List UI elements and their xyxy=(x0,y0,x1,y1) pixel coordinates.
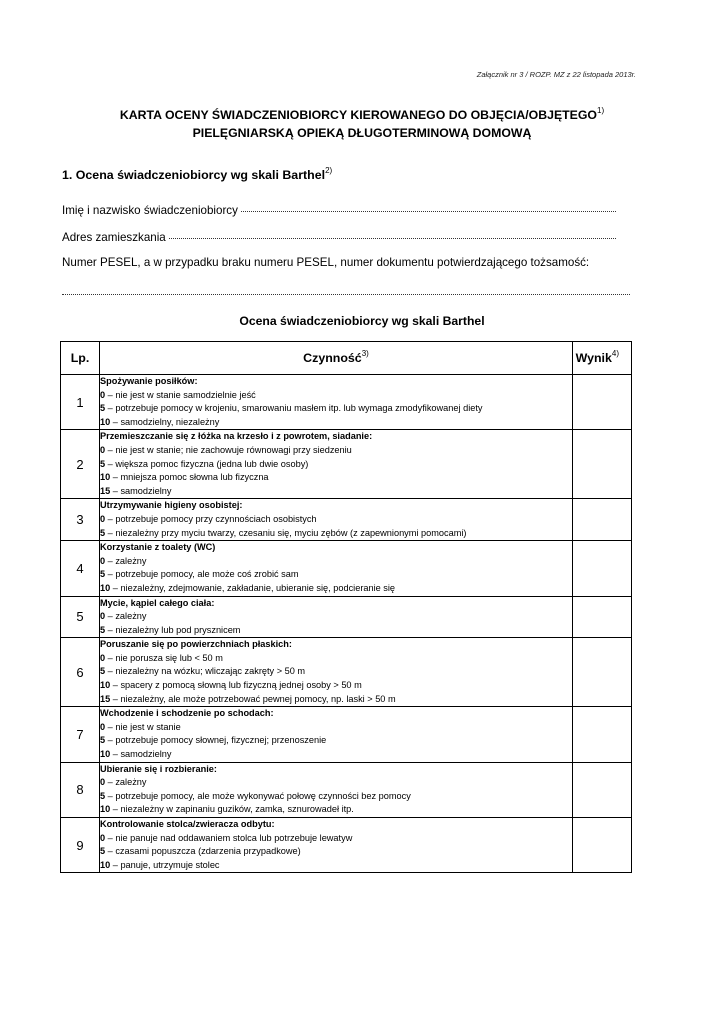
title-line-1-text: KARTA OCENY ŚWIADCZENIOBIORCY KIEROWANEGO DO OBJĘCIA/OBJĘTEGO xyxy=(119,108,597,122)
activity-cell xyxy=(100,375,573,430)
row-number: 8 xyxy=(61,762,100,817)
score-option xyxy=(100,679,572,693)
score-option xyxy=(100,444,572,458)
score-option xyxy=(100,402,572,416)
score-description: – niezależny w zapinaniu guzików, zamka, sznurowadeł itp. xyxy=(110,804,354,815)
score-description: – potrzebuje pomocy przy czynnościach osobistych xyxy=(105,513,317,524)
table-row xyxy=(61,596,632,638)
table-header-row xyxy=(61,342,632,375)
result-cell[interactable] xyxy=(573,541,632,596)
address-field-label: Adres zamieszkania xyxy=(62,231,166,244)
activity-category: Przemieszczanie się z łóżka na krzesło i z powrotem, siadanie: xyxy=(100,431,373,442)
name-field-label: Imię i nazwisko świadczeniobiorcy xyxy=(62,204,238,217)
row-number: 1 xyxy=(61,375,100,430)
score-description: – zależny xyxy=(105,555,147,566)
score-description: – potrzebuje pomocy, ale może coś zrobić sam xyxy=(105,569,299,580)
score-option xyxy=(100,665,572,679)
score-option xyxy=(100,859,572,873)
section-heading-footnote-mark: 2) xyxy=(325,166,333,175)
score-option xyxy=(100,527,572,541)
score-value: 15 xyxy=(100,693,111,704)
score-description: – większa pomoc fizyczna (jedna lub dwie osoby) xyxy=(105,458,309,469)
score-option xyxy=(100,776,572,790)
annex-reference: Załącznik nr 3 / ROZP. MZ z 22 listopada 2013r. xyxy=(476,70,636,79)
score-value: 15 xyxy=(100,485,111,496)
score-option xyxy=(100,582,572,596)
score-value: 5 xyxy=(100,403,106,414)
table-row xyxy=(61,638,632,707)
row-number: 7 xyxy=(61,707,100,762)
title-footnote-mark: 1) xyxy=(597,106,605,115)
address-field-line[interactable] xyxy=(169,238,616,239)
score-value: 0 xyxy=(100,389,106,400)
result-cell[interactable] xyxy=(573,818,632,873)
score-option xyxy=(100,568,572,582)
row-number: 4 xyxy=(61,541,100,596)
score-option xyxy=(100,389,572,403)
title-line-2: PIELĘGNIARSKĄ OPIEKĄ DŁUGOTERMINOWĄ DOMOWĄ xyxy=(192,126,532,140)
document-title xyxy=(60,106,664,142)
row-number: 2 xyxy=(61,430,100,499)
header-lp: Lp. xyxy=(61,342,100,375)
activity-cell xyxy=(100,596,573,638)
score-value: 5 xyxy=(100,458,106,469)
score-description: – samodzielny xyxy=(110,485,172,496)
score-value: 5 xyxy=(100,624,106,635)
result-cell[interactable] xyxy=(573,430,632,499)
score-option xyxy=(100,748,572,762)
score-option xyxy=(100,513,572,527)
score-value: 10 xyxy=(100,416,111,427)
table-row xyxy=(61,762,632,817)
activity-cell xyxy=(100,762,573,817)
table-row xyxy=(61,818,632,873)
score-value: 0 xyxy=(100,652,106,663)
barthel-table xyxy=(60,341,632,873)
address-field[interactable] xyxy=(62,231,616,244)
activity-category: Kontrolowanie stolca/zwieracza odbytu: xyxy=(100,819,275,829)
score-value: 5 xyxy=(100,569,106,580)
score-description: – samodzielny xyxy=(110,749,172,760)
result-cell[interactable] xyxy=(573,638,632,707)
header-result-text: Wynik xyxy=(575,351,612,365)
score-description: – zależny xyxy=(105,611,147,622)
activity-cell xyxy=(100,541,573,596)
result-cell[interactable] xyxy=(573,375,632,430)
score-value: 10 xyxy=(100,582,111,593)
score-description: – potrzebuje pomocy, ale może wykonywać połowę czynności bez pomocy xyxy=(105,790,411,801)
title-line-1 xyxy=(60,106,664,124)
activity-cell xyxy=(100,818,573,873)
result-cell[interactable] xyxy=(573,499,632,541)
score-description: – potrzebuje pomocy w krojeniu, smarowaniu masłem itp. lub wymaga zmodyfikowanej diety xyxy=(105,403,483,414)
score-description: – nie jest w stanie xyxy=(105,721,181,732)
score-description: – niezależny, zdejmowanie, zakładanie, ubieranie się, podcieranie się xyxy=(110,582,396,593)
header-result-footnote-mark: 4) xyxy=(611,349,619,358)
row-number: 6 xyxy=(61,638,100,707)
score-value: 0 xyxy=(100,721,106,732)
score-description: – mniejsza pomoc słowna lub fizyczna xyxy=(110,472,269,483)
section-heading-text: 1. Ocena świadczeniobiorcy wg skali Barthel xyxy=(62,168,326,182)
table-row xyxy=(61,499,632,541)
score-value: 5 xyxy=(100,666,106,677)
activity-cell xyxy=(100,707,573,762)
table-caption: Ocena świadczeniobiorcy wg skali Barthel xyxy=(239,314,485,328)
score-option xyxy=(100,458,572,472)
header-activity-footnote-mark: 3) xyxy=(361,349,369,358)
activity-category: Ubieranie się i rozbieranie: xyxy=(100,763,217,774)
section-heading xyxy=(62,168,332,182)
score-description: – niezależny na wózku; wliczając zakręty > 50 m xyxy=(105,666,306,677)
table-row xyxy=(61,541,632,596)
score-description: – czasami popuszcza (zdarzenia przypadkowe) xyxy=(105,846,301,857)
score-value: 0 xyxy=(100,832,106,843)
score-option xyxy=(100,485,572,499)
score-value: 0 xyxy=(100,444,106,455)
name-field[interactable] xyxy=(62,204,616,217)
pesel-field-line[interactable] xyxy=(62,294,630,295)
score-option xyxy=(100,416,572,430)
score-value: 10 xyxy=(100,680,111,691)
pesel-field-label-row xyxy=(62,256,589,269)
table-body xyxy=(61,375,632,873)
score-value: 10 xyxy=(100,749,111,760)
score-description: – spacery z pomocą słowną lub fizyczną jednej osoby > 50 m xyxy=(110,680,362,691)
score-description: – panuje, utrzymuje stolec xyxy=(110,859,220,870)
row-number: 5 xyxy=(61,596,100,638)
score-option xyxy=(100,790,572,804)
table-row xyxy=(61,375,632,430)
score-value: 0 xyxy=(100,555,106,566)
activity-cell xyxy=(100,430,573,499)
result-cell[interactable] xyxy=(573,596,632,638)
score-description: – nie jest w stanie; nie zachowuje równowagi przy siedzeniu xyxy=(105,444,352,455)
score-description: – nie panuje nad oddawaniem stolca lub potrzebuje lewatyw xyxy=(105,832,353,843)
score-option xyxy=(100,845,572,859)
header-activity xyxy=(100,342,573,375)
score-option xyxy=(100,471,572,485)
activity-category: Utrzymywanie higieny osobistej: xyxy=(100,500,243,511)
score-value: 0 xyxy=(100,513,106,524)
result-cell[interactable] xyxy=(573,762,632,817)
score-value: 10 xyxy=(100,859,111,870)
score-option xyxy=(100,624,572,638)
score-option xyxy=(100,803,572,817)
score-option xyxy=(100,652,572,666)
score-description: – samodzielny, niezależny xyxy=(110,416,220,427)
score-value: 10 xyxy=(100,472,111,483)
score-description: – nie jest w stanie samodzielnie jeść xyxy=(105,389,256,400)
score-description: – potrzebuje pomocy słownej, fizycznej; przenoszenie xyxy=(105,735,327,746)
row-number: 3 xyxy=(61,499,100,541)
score-value: 5 xyxy=(100,846,106,857)
result-cell[interactable] xyxy=(573,707,632,762)
activity-category: Poruszanie się po powierzchniach płaskich: xyxy=(100,639,292,650)
table-row xyxy=(61,430,632,499)
score-value: 5 xyxy=(100,790,106,801)
score-option xyxy=(100,832,572,846)
score-description: – zależny xyxy=(105,777,147,788)
activity-category: Mycie, kąpiel całego ciała: xyxy=(100,597,215,608)
pesel-field-label: Numer PESEL, a w przypadku braku numeru PESEL, numer dokumentu potwierdzającego tożsamość: xyxy=(62,256,590,269)
score-description: – niezależny przy myciu twarzy, czesaniu się, myciu zębów (z zapewnionymi pomocami) xyxy=(105,527,467,538)
score-value: 0 xyxy=(100,611,106,622)
activity-cell xyxy=(100,499,573,541)
score-option xyxy=(100,693,572,707)
score-option xyxy=(100,610,572,624)
activity-category: Wchodzenie i schodzenie po schodach: xyxy=(100,708,274,719)
header-activity-text: Czynność xyxy=(303,351,362,365)
header-result xyxy=(573,342,632,375)
table-row xyxy=(61,707,632,762)
row-number: 9 xyxy=(61,818,100,873)
score-value: 0 xyxy=(100,777,106,788)
activity-category: Korzystanie z toalety (WC) xyxy=(100,542,216,553)
score-description: – niezależny, ale może potrzebować pewnej pomocy, np. laski > 50 m xyxy=(110,693,396,704)
score-description: – nie porusza się lub < 50 m xyxy=(105,652,223,663)
score-value: 10 xyxy=(100,804,111,815)
score-value: 5 xyxy=(100,735,106,746)
score-value: 5 xyxy=(100,527,106,538)
name-field-line[interactable] xyxy=(241,211,616,212)
activity-cell xyxy=(100,638,573,707)
score-option xyxy=(100,555,572,569)
score-description: – niezależny lub pod prysznicem xyxy=(105,624,241,635)
score-option xyxy=(100,734,572,748)
activity-category: Spożywanie posiłków: xyxy=(100,376,198,386)
score-option xyxy=(100,721,572,735)
